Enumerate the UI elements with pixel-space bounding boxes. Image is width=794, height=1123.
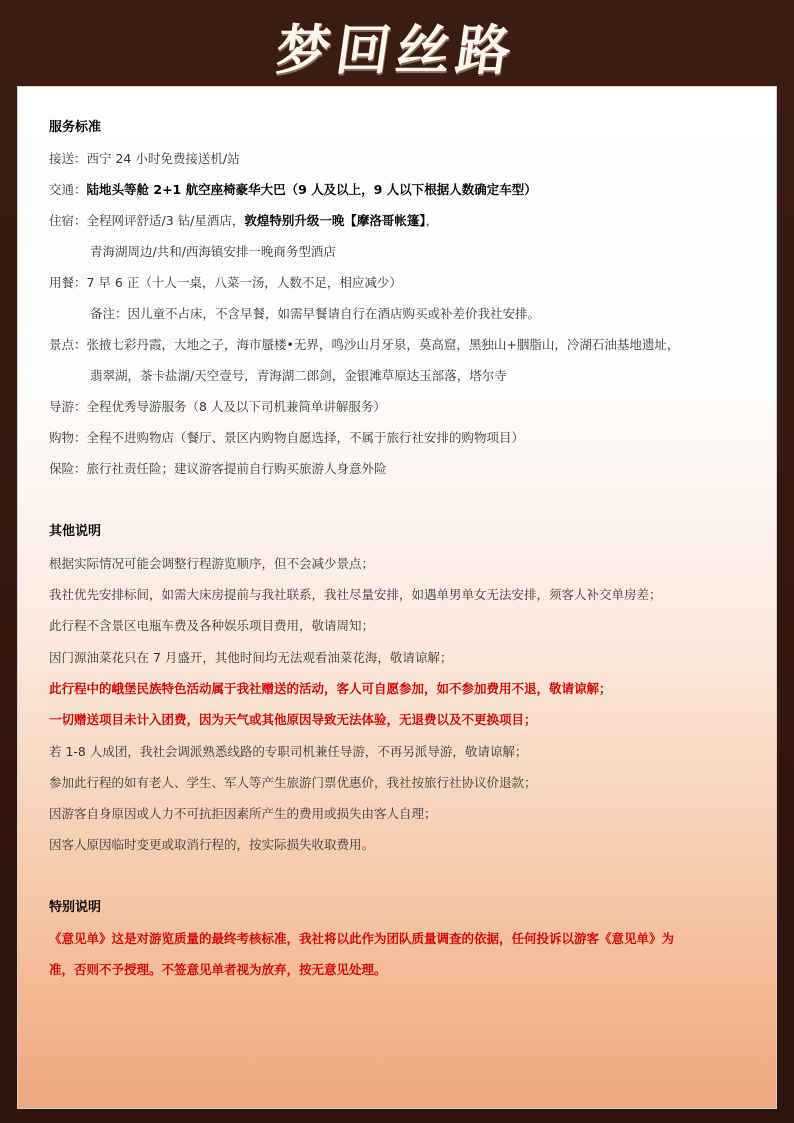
special-line-2: 准，否则不予授理。不签意见单者视为放弃，按无意见处理。 (49, 962, 387, 977)
special-line-1: 《意见单》这是对游览质量的最终考核标准，我社将以此作为团队质量调查的依据，任何投诉以游客《意见单》为 (49, 931, 675, 946)
service-transport-label: 交通： (49, 182, 87, 197)
service-lodging-upgrade: 敦煌特别升级一晚【摩洛哥帐篷】 (244, 213, 426, 228)
service-lodging-tail: ， (425, 213, 439, 228)
service-sights-2: 翡翠湖，茶卡盐湖/天空壹号，青海湖二郎剑，金银滩草原达玉部落，塔尔寺 (90, 368, 507, 383)
service-sights: 景点：张掖七彩丹霞，大地之子，海市蜃楼•无界，鸣沙山月牙泉，莫高窟，黑独山+胭脂山，冷湖石油基地遗址， (49, 337, 680, 352)
other-line-4: 因门源油菜花只在 7 月盛开，其他时间均无法观看油菜花海，敬请谅解； (49, 650, 453, 665)
service-heading: 服务标准 (49, 120, 102, 135)
other-line-3: 此行程不含景区电瓶车费及各种娱乐项目费用，敬请周知； (49, 618, 375, 633)
other-line-6: 一切赠送项目未计入团费，因为天气或其他原因导致无法体验，无退费以及不更换项目； (49, 712, 537, 727)
service-meals: 用餐：7 早 6 正（十人一桌，八菜一汤，人数不足，相应减少） (49, 275, 402, 290)
service-lodging-2: 青海湖周边/共和/西海镇安排一晚商务型酒店 (90, 244, 336, 259)
other-heading: 其他说明 (49, 524, 102, 539)
other-line-2: 我社优先安排标间，如需大床房提前与我社联系，我社尽量安排，如遇单男单女无法安排，须客人补交单房差； (49, 587, 662, 602)
other-line-1: 根据实际情况可能会调整行程游览顺序，但不会减少景点； (49, 556, 375, 571)
other-line-8: 参加此行程的如有老人、学生、军人等产生旅游门票优惠价，我社按旅行社协议价退款； (49, 775, 537, 790)
service-shopping: 购物：全程不进购物店（餐厅、景区内购物自愿选择，不属于旅行社安排的购物项目） (49, 430, 525, 445)
other-line-7: 若 1-8 人成团，我社会调派熟悉线路的专职司机兼任导游，不再另派导游，敬请谅解； (49, 744, 528, 759)
service-transport-detail: 陆地头等舱 2+1 航空座椅豪华大巴（9 人及以上，9 人以下根据人数确定车型） (86, 182, 537, 197)
other-line-10: 因客人原因临时变更或取消行程的，按实际损失收取费用。 (49, 837, 375, 852)
service-insurance: 保险：旅行社责任险；建议游客提前自行购买旅游人身意外险 (49, 461, 387, 476)
service-pickup: 接送：西宁 24 小时免费接送机/站 (49, 151, 240, 166)
other-line-9: 因游客自身原因或人力不可抗拒因素所产生的费用或损失由客人自理； (49, 806, 437, 821)
other-line-5: 此行程中的峨堡民族特色活动属于我社赠送的活动，客人可自愿参加，如不参加费用不退，敬请谅解； (49, 681, 612, 696)
service-lodging (49, 213, 438, 229)
service-meals-note: 备注：因儿童不占床，不含早餐，如需早餐请自行在酒店购买或补差价我社安排。 (90, 306, 541, 321)
service-transport (49, 182, 537, 198)
page-title: 梦回丝路 (272, 19, 521, 82)
service-guide: 导游：全程优秀导游服务（8 人及以下司机兼简单讲解服务） (49, 399, 386, 414)
service-lodging-label: 住宿：全程网评舒适/3 钻/星酒店， (49, 213, 245, 228)
special-heading: 特别说明 (49, 900, 102, 915)
